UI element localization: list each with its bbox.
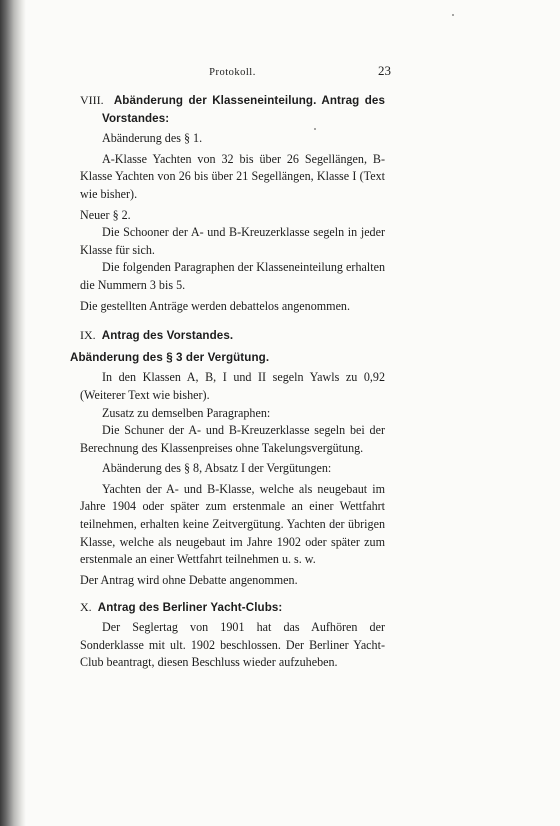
section-ix [70, 327, 385, 589]
paragraph: Zusatz zu demselben Paragraphen: [102, 405, 271, 420]
running-header [80, 62, 391, 84]
section-viii-number: VIII. [80, 93, 104, 107]
section-viii-title: Abänderung der Klasseneinteilung. Antrag des Vorstandes: [102, 94, 385, 125]
section-x [80, 599, 385, 671]
section-ix-heading [80, 327, 385, 345]
paragraph: Die gestellten Anträge werden debattelos angenommen. [80, 298, 351, 313]
paragraph: Der Seglertag von 1901 hat das Aufhören der Sonderklasse mit ult. 1902 beschlossen. Der Berliner Yacht-Club beantragt, diesen Beschluss wieder aufzuheben. [80, 620, 385, 670]
page-number: 23 [378, 63, 391, 78]
section-viii-heading [80, 92, 385, 127]
running-title: Protokoll. [209, 67, 256, 78]
book-spine-shadow [0, 0, 26, 826]
book-page [70, 62, 391, 672]
paragraph: Der Antrag wird ohne Debatte angenommen. [80, 572, 298, 587]
paragraph: Die Schooner der A- und B-Kreuzerklasse segeln in jeder Klasse für sich. [80, 225, 385, 257]
paragraph: Yachten der A- und B-Klasse, welche als neugebaut im Jahre 1904 oder später zum erstenmale an einer Wettfahrt teilnehmen, erhalten keine Zeitvergütung. Yachten der übrigen Klasse, welche als neugebaut im Jahre 1902 oder später zum erstenmale an einer Wettfahrt teilnehmen u. s. w. [80, 481, 385, 567]
section-ix-subtitle: Abänderung des § 3 der Vergütung. [70, 350, 270, 364]
paragraph: Abänderung des § 8, Absatz I der Vergütungen: [102, 461, 332, 476]
paragraph: Die folgenden Paragraphen der Klasseneinteilung erhalten die Nummern 3 bis 5. [80, 260, 385, 292]
paragraph: Abänderung des § 1. [102, 131, 203, 146]
paragraph: In den Klassen A, B, I und II segeln Yawls zu 0,92 (Weiterer Text wie bisher). [80, 370, 385, 402]
section-x-number: X. [80, 600, 92, 615]
paragraph: Die Schuner der A- und B-Kreuzerklasse segeln bei der Berechnung des Klassenpreises ohne Takelungsvergütung. [80, 423, 385, 455]
section-ix-number: IX. [80, 328, 96, 343]
section-viii [80, 92, 385, 315]
section-ix-title: Antrag des Vorstandes. [101, 329, 234, 343]
section-x-heading [80, 599, 385, 617]
paragraph: Neuer § 2. [80, 207, 131, 222]
section-x-title: Antrag des Berliner Yacht-Clubs: [97, 601, 283, 615]
paper-speck [452, 14, 454, 16]
paragraph: A-Klasse Yachten von 32 bis über 26 Segellängen, B-Klasse Yachten von 26 bis über 21 Segellängen, Klasse I (Text wie bisher). [80, 151, 385, 201]
